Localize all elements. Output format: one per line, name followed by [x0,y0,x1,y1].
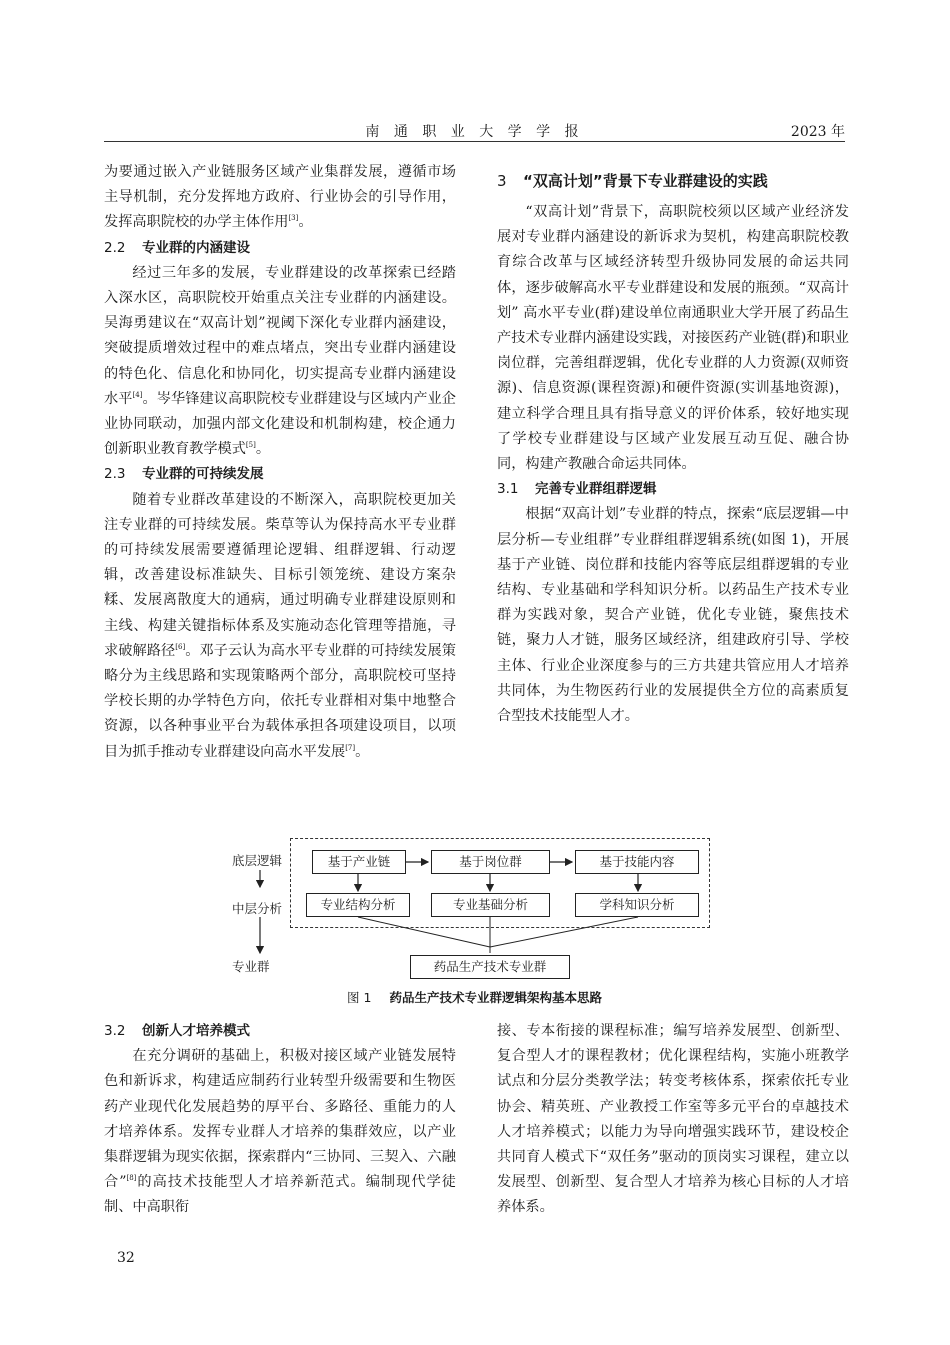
journal-name: 南 通 职 业 大 学 学 报 [365,124,584,140]
paragraph: 在充分调研的基础上，积极对接区域产业链发展特色和新诉求，构建适应制药行业转型升级需要和生物医药产业现代化发展趋势的厚平台、多路径、重能力的人才培养体系。发挥专业群人才培养的集群效应，以产业集群逻辑为现实依据，探索群内“三协同、三契入、六融合”[8]的高技术技能型人才培养新范式。编制现代学徒制、中高职衔 [104,1048,456,1216]
journal-year: 2023 年 [790,124,845,140]
citation: [8] [126,1174,137,1183]
citation: [3] [288,214,299,223]
paragraph: 经过三年多的发展，专业群建设的改革探索已经踏入深水区，高职院校开始重点关注专业群的内涵建设。吴海勇建议在“双高计划”视阈下深化专业群内涵建设，突破提质增效过程中的难点堵点，突出专业群内涵建设的特色化、信息化和协同化，切实提高专业群内涵建设水平[4]。岑华锋建议高职院校专业群建设与区域内产业企业协同联动，加强内部文化建设和机制构建，校企通力创新职业教育教学模式[5]。 [104,264,456,458]
citation: [4] [132,390,143,399]
box-foundation-analysis: 专业基础分析 [431,893,550,917]
paragraph: “双高计划”背景下，高职院校须以区域产业经济发展对专业群内涵建设的新诉求为契机，构建高职院校教育综合改革与区域经济转型升级协同发展的命运共同体，逐步破解高水平专业群建设和发展的瓶颈。“双高计划” 高水平专业(群)建设单位南通职业大学开展了药品生产技术专业群内涵建设实践，对接医药产业链(群)和职业岗位群，完善组群逻辑，优化专业群的人力资源(双师资源)、信息资源(课程资源)和硬件资源(实训基地资源)，建立科学合理且具有指导意义的评价体系，较好地实现了学校专业群建设与区域产业发展互动互促、融合协同，构建产教融合命运共同体。 [497,204,849,473]
figure-caption: 图 1 药品生产技术专业群逻辑架构基本思路 [347,990,602,1005]
box-pharma-group: 药品生产技术专业群 [410,955,570,979]
section-heading-3: 3 “双高计划”背景下专业群建设的实践 [497,172,768,190]
paragraph: 为要通过嵌入产业链服务区域产业集群发展，遵循市场主导机制，充分发挥地方政府、行业协会的引导作用，发挥高职院校的办学主体作用[3]。 [104,164,456,231]
right-column-top [497,166,849,729]
paragraph: 随着专业群改革建设的不断深入，高职院校更加关注专业群的可持续发展。柴草等认为保持高水平专业群的可持续发展需要遵循理论逻辑、组群逻辑、行动逻辑，改善建设标准缺失、目标引领笼统、建设方案杂糅、发展离散度大的通病，通过明确专业群建设原则和主线、构建关键指标体系及实施动态化管理等措施，寻求破解路径[6]。邓子云认为高水平专业群的可持续发展策略分为主线思路和实现策略两个部分，高职院校可坚持学校长期的办学特色方向，依托专业群相对集中地整合资源，以各种事业平台为载体承担各项建设项目，以项目为抓手推动专业群建设向高水平发展[7]。 [104,491,456,760]
label-professional-group: 专业群 [232,959,270,974]
box-structure-analysis: 专业结构分析 [306,893,410,917]
citation: [7] [345,743,356,752]
label-bottom-logic: 底层逻辑 [232,853,283,868]
paragraph: 接、专本衔接的课程标准；编写培养发展型、创新型、复合型人才的课程教材；优化课程结构，实施小班教学试点和分层分类教学法；转变考核体系，探索依托专业协会、精英班、产业教授工作室等多元平台的卓越技术人才培养模式；以能力为导向增强实践环节，建设校企共同育人模式下“双任务”驱动的顶岗实习课程，建立以发展型、创新型、复合型人才培养为核心目标的人才培养体系。 [497,1023,849,1216]
left-column-top [104,160,456,765]
section-heading-2-3: 2.3 专业群的可持续发展 [104,466,264,483]
box-knowledge-analysis: 学科知识分析 [575,893,699,917]
box-post-group: 基于岗位群 [431,850,550,874]
left-column-bottom [104,1019,456,1221]
box-skill-content: 基于技能内容 [575,850,699,874]
section-heading-3-2: 3.2 创新人才培养模式 [104,1023,250,1039]
citation: [6] [175,642,186,651]
figure-1-diagram [228,835,718,980]
section-heading-3-1: 3.1 完善专业群组群逻辑 [497,481,657,498]
citation: [5] [245,441,256,450]
box-industry-chain: 基于产业链 [312,850,406,874]
label-mid-analysis: 中层分析 [232,901,283,916]
running-header [104,117,845,142]
paragraph: 根据“双高计划”专业群的特点，探索“底层逻辑—中层分析—专业组群”专业群组群逻辑系统(如图 1)，开展基于产业链、岗位群和技能内容等底层组群逻辑的专业结构、专业基础和学科知识分析。以药品生产技术专业群为实践对象，契合产业链，优化专业链，聚焦技术链，聚力人才链，服务区域经济，组建政府引导、学校主体、行业企业深度参与的三方共建共管应用人才培养共同体，为生物医药行业的发展提供全方位的高素质复合型技术技能型人才。 [497,506,849,725]
page-number: 32 [117,1250,135,1266]
section-heading-2-2: 2.2 专业群的内涵建设 [104,239,250,256]
right-column-bottom [497,1019,849,1221]
